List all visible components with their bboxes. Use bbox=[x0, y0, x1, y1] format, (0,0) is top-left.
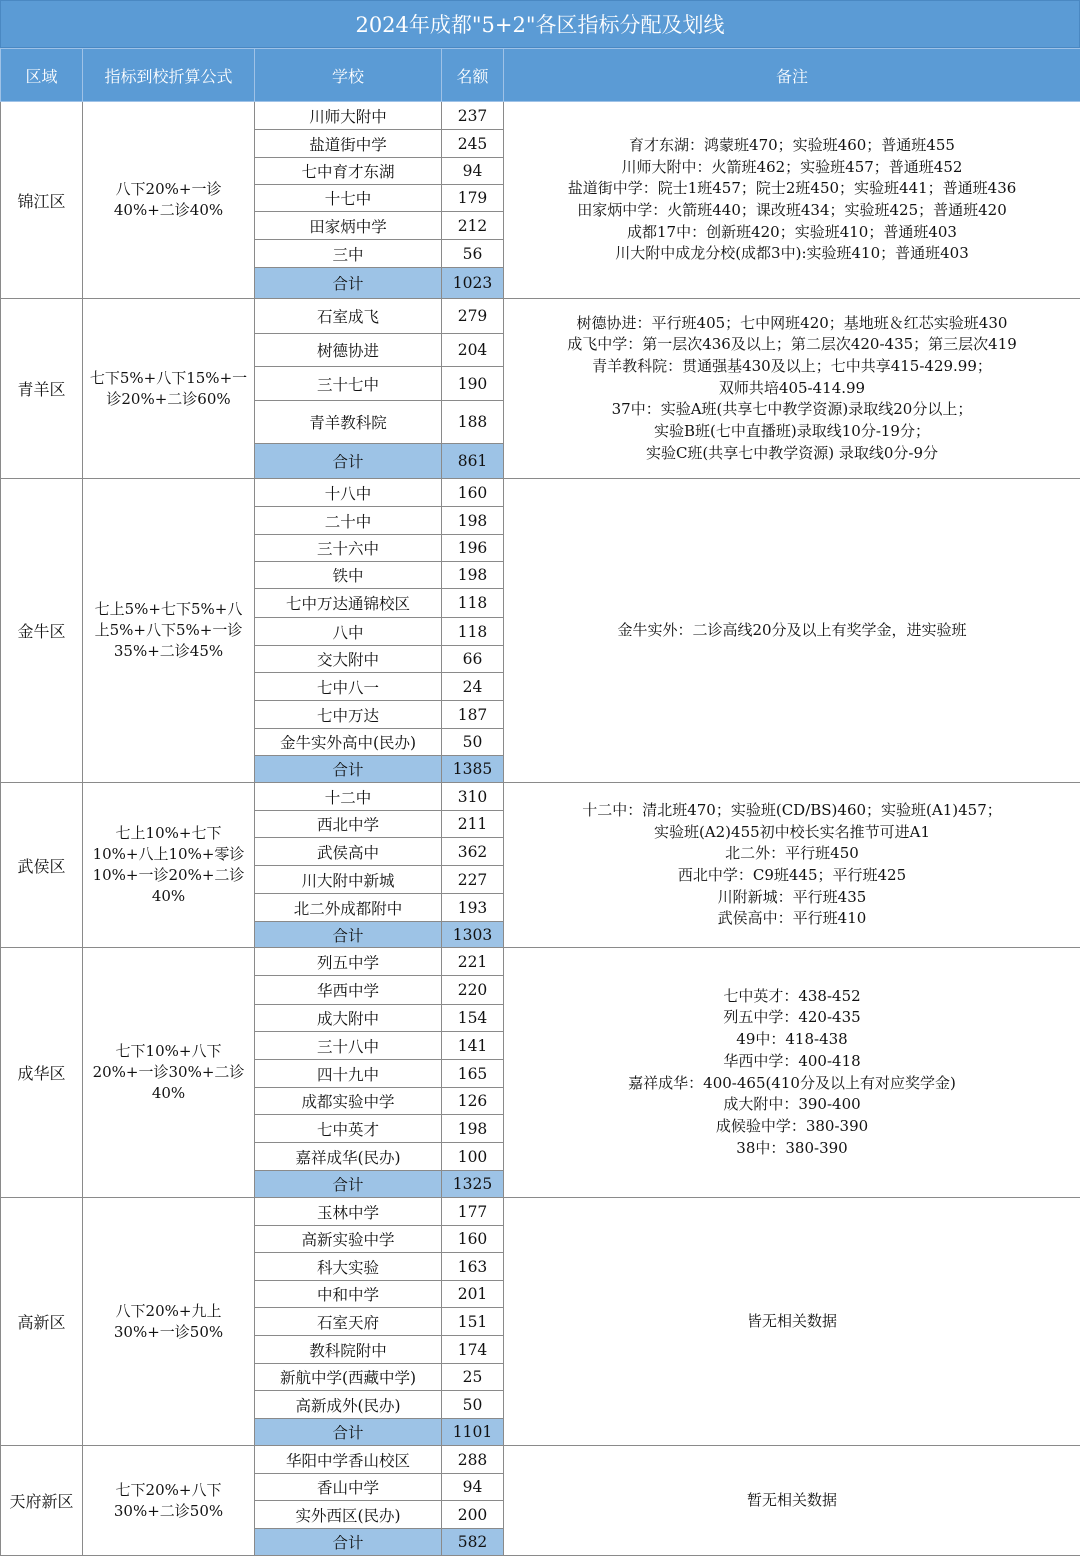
school-name: 中和中学 bbox=[255, 1281, 442, 1308]
school-name: 科大实验 bbox=[255, 1253, 442, 1281]
region-cell: 武侯区 bbox=[1, 783, 83, 948]
region-cell: 金牛区 bbox=[1, 479, 83, 783]
note-line: 49中：418-438 bbox=[736, 1030, 848, 1049]
total-quota: 1023 bbox=[442, 268, 504, 299]
total-quota: 1101 bbox=[442, 1419, 504, 1446]
school-name: 七中育才东湖 bbox=[255, 158, 442, 185]
school-name: 田家炳中学 bbox=[255, 212, 442, 240]
note-line: 西北中学：C9班445；平行班425 bbox=[677, 866, 907, 884]
note-line: 川附新城：平行班435 bbox=[717, 887, 867, 906]
note-line: 盐道街中学：院士1班457；院士2班450；实验班441；普通班436 bbox=[567, 179, 1017, 198]
total-quota: 582 bbox=[442, 1529, 504, 1556]
note-line: 实验B班(七中直播班)录取线10分-19分； bbox=[654, 422, 930, 441]
school-name: 树德协进 bbox=[255, 334, 442, 367]
school-quota: 279 bbox=[442, 299, 504, 334]
school-quota: 160 bbox=[442, 479, 504, 507]
school-name: 四十九中 bbox=[255, 1060, 442, 1088]
school-name: 八中 bbox=[255, 618, 442, 646]
school-quota: 201 bbox=[442, 1281, 504, 1308]
school-name: 青羊教科院 bbox=[255, 401, 442, 444]
school-quota: 100 bbox=[442, 1143, 504, 1171]
formula-cell: 七下20%+八下30%+二诊50% bbox=[83, 1446, 255, 1556]
note-line: 北二外：平行班450 bbox=[725, 844, 859, 863]
formula-cell: 八下20%+一诊40%+二诊40% bbox=[83, 102, 255, 299]
school-quota: 174 bbox=[442, 1336, 504, 1364]
school-quota: 25 bbox=[442, 1364, 504, 1391]
note-line: 青羊教科院：贯通强基430及以上；七中共享415-429.99； bbox=[592, 356, 992, 375]
table-row bbox=[1, 783, 1080, 811]
school-quota: 94 bbox=[442, 1474, 504, 1501]
total-label: 合计 bbox=[255, 444, 442, 479]
header-row bbox=[1, 49, 1080, 102]
note-cell bbox=[504, 1446, 1080, 1556]
note-line: 皆无相关数据 bbox=[746, 1311, 837, 1330]
school-quota: 118 bbox=[442, 618, 504, 646]
school-quota: 200 bbox=[442, 1501, 504, 1529]
school-quota: 160 bbox=[442, 1226, 504, 1253]
region-cell: 天府新区 bbox=[1, 1446, 83, 1556]
school-quota: 211 bbox=[442, 811, 504, 838]
school-name: 三十七中 bbox=[255, 367, 442, 401]
school-name: 川师大附中 bbox=[255, 102, 442, 130]
school-name: 十二中 bbox=[255, 783, 442, 811]
school-name: 盐道街中学 bbox=[255, 130, 442, 158]
school-name: 川大附中新城 bbox=[255, 866, 442, 894]
school-quota: 179 bbox=[442, 185, 504, 212]
note-cell bbox=[504, 102, 1080, 299]
table-row bbox=[1, 1198, 1080, 1226]
school-name: 华阳中学香山校区 bbox=[255, 1446, 442, 1474]
school-name: 成都实验中学 bbox=[255, 1088, 442, 1115]
school-quota: 66 bbox=[442, 646, 504, 673]
school-quota: 288 bbox=[442, 1446, 504, 1474]
school-quota: 237 bbox=[442, 102, 504, 130]
school-name: 七中八一 bbox=[255, 673, 442, 701]
school-name: 石室成飞 bbox=[255, 299, 442, 334]
school-name: 二十中 bbox=[255, 507, 442, 535]
formula-cell: 七下10%+八下20%+一诊30%+二诊40% bbox=[83, 948, 255, 1198]
formula-cell: 七上10%+七下10%+八上10%+零诊10%+一诊20%+二诊40% bbox=[83, 783, 255, 948]
school-quota: 227 bbox=[442, 866, 504, 894]
school-name: 北二外成都附中 bbox=[255, 894, 442, 922]
note-line: 38中：380-390 bbox=[736, 1138, 848, 1157]
school-name: 武侯高中 bbox=[255, 838, 442, 866]
school-quota: 196 bbox=[442, 535, 504, 562]
note-line: 田家炳中学：火箭班440；课改班434；实验班425；普通班420 bbox=[577, 201, 1007, 219]
school-name: 新航中学(西藏中学) bbox=[255, 1364, 442, 1391]
school-quota: 310 bbox=[442, 783, 504, 811]
header-formula: 指标到校折算公式 bbox=[83, 49, 255, 102]
note-cell bbox=[504, 948, 1080, 1198]
note-line: 川大附中成龙分校(成都3中):实验班410；普通班403 bbox=[615, 244, 969, 263]
total-label: 合计 bbox=[255, 1419, 442, 1446]
total-label: 合计 bbox=[255, 1529, 442, 1556]
school-quota: 126 bbox=[442, 1088, 504, 1115]
total-label: 合计 bbox=[255, 922, 442, 948]
note-line: 金牛实外：二诊高线20分及以上有奖学金，进实验班 bbox=[617, 620, 967, 639]
note-line: 37中：实验A班(共享七中教学资源)录取线20分以上； bbox=[611, 400, 973, 419]
note-line: 实验C班(共享七中教学资源) 录取线0分-9分 bbox=[645, 443, 939, 462]
header-region: 区域 bbox=[1, 49, 83, 102]
school-quota: 50 bbox=[442, 1391, 504, 1419]
table-row bbox=[1, 102, 1080, 130]
school-quota: 221 bbox=[442, 948, 504, 976]
school-quota: 362 bbox=[442, 838, 504, 866]
total-quota: 861 bbox=[442, 444, 504, 479]
note-line: 十二中：清北班470；实验班(CD/BS)460；实验班(A1)457； bbox=[582, 800, 1002, 819]
note-line: 嘉祥成华：400-465(410分及以上有对应奖学金) bbox=[628, 1073, 956, 1092]
note-line: 育才东湖：鸿蒙班470；实验班460；普通班455 bbox=[629, 135, 955, 154]
school-name: 嘉祥成华(民办) bbox=[255, 1143, 442, 1171]
region-cell: 成华区 bbox=[1, 948, 83, 1198]
note-line: 树德协进：平行班405；七中网班420；基地班＆红芯实验班430 bbox=[576, 313, 1008, 332]
region-cell: 青羊区 bbox=[1, 299, 83, 479]
school-quota: 141 bbox=[442, 1032, 504, 1060]
note-line: 川师大附中：火箭班462；实验班457；普通班452 bbox=[621, 157, 963, 176]
total-quota: 1385 bbox=[442, 756, 504, 783]
school-name: 高新成外(民办) bbox=[255, 1391, 442, 1419]
total-quota: 1303 bbox=[442, 922, 504, 948]
table-row bbox=[1, 299, 1080, 334]
school-quota: 56 bbox=[442, 240, 504, 268]
note-cell bbox=[504, 479, 1080, 783]
school-quota: 198 bbox=[442, 1115, 504, 1143]
formula-cell: 七上5%+七下5%+八上5%+八下5%+一诊35%+二诊45% bbox=[83, 479, 255, 783]
school-name: 三十六中 bbox=[255, 535, 442, 562]
school-name: 三中 bbox=[255, 240, 442, 268]
table-title: 2024年成都"5+2"各区指标分配及划线 bbox=[0, 0, 1080, 48]
school-quota: 50 bbox=[442, 729, 504, 756]
school-name: 华西中学 bbox=[255, 976, 442, 1005]
school-quota: 204 bbox=[442, 334, 504, 367]
school-name: 铁中 bbox=[255, 562, 442, 589]
school-name: 香山中学 bbox=[255, 1474, 442, 1501]
total-label: 合计 bbox=[255, 756, 442, 783]
school-quota: 24 bbox=[442, 673, 504, 701]
school-name: 七中万达 bbox=[255, 701, 442, 729]
school-name: 成大附中 bbox=[255, 1005, 442, 1032]
note-line: 成候验中学：380-390 bbox=[715, 1116, 869, 1135]
school-name: 西北中学 bbox=[255, 811, 442, 838]
school-quota: 198 bbox=[442, 562, 504, 589]
table-body bbox=[1, 102, 1080, 1556]
region-cell: 高新区 bbox=[1, 1198, 83, 1446]
note-line: 华西中学：400-418 bbox=[723, 1051, 861, 1070]
note-line: 成大附中：390-400 bbox=[723, 1095, 861, 1114]
formula-cell: 八下20%+九上30%+一诊50% bbox=[83, 1198, 255, 1446]
total-label: 合计 bbox=[255, 1171, 442, 1198]
school-quota: 187 bbox=[442, 701, 504, 729]
note-line: 双师共培405-414.99 bbox=[718, 378, 866, 397]
school-quota: 198 bbox=[442, 507, 504, 535]
school-name: 列五中学 bbox=[255, 948, 442, 976]
header-school: 学校 bbox=[255, 49, 442, 102]
school-name: 七中英才 bbox=[255, 1115, 442, 1143]
school-quota: 245 bbox=[442, 130, 504, 158]
table-row bbox=[1, 948, 1080, 976]
total-quota: 1325 bbox=[442, 1171, 504, 1198]
school-name: 玉林中学 bbox=[255, 1198, 442, 1226]
school-quota: 94 bbox=[442, 158, 504, 185]
total-label: 合计 bbox=[255, 268, 442, 299]
quota-table bbox=[0, 48, 1080, 1556]
school-quota: 188 bbox=[442, 401, 504, 444]
school-quota: 212 bbox=[442, 212, 504, 240]
school-name: 七中万达通锦校区 bbox=[255, 589, 442, 618]
school-name: 十八中 bbox=[255, 479, 442, 507]
school-quota: 190 bbox=[442, 367, 504, 401]
school-quota: 151 bbox=[442, 1308, 504, 1336]
school-name: 交大附中 bbox=[255, 646, 442, 673]
school-quota: 220 bbox=[442, 976, 504, 1005]
header-quota: 名额 bbox=[442, 49, 504, 102]
formula-cell: 七下5%+八下15%+一诊20%+二诊60% bbox=[83, 299, 255, 479]
school-name: 实外西区(民办) bbox=[255, 1501, 442, 1529]
note-line: 列五中学：420-435 bbox=[723, 1008, 861, 1027]
school-quota: 118 bbox=[442, 589, 504, 618]
school-name: 十七中 bbox=[255, 185, 442, 212]
region-cell: 锦江区 bbox=[1, 102, 83, 299]
note-cell bbox=[504, 299, 1080, 479]
note-line: 实验班(A2)455初中校长实名推节可进A1 bbox=[653, 822, 931, 841]
school-quota: 193 bbox=[442, 894, 504, 922]
school-quota: 154 bbox=[442, 1005, 504, 1032]
school-name: 石室天府 bbox=[255, 1308, 442, 1336]
school-name: 金牛实外高中(民办) bbox=[255, 729, 442, 756]
note-line: 成飞中学：第一层次436及以上；第二层次420-435；第三层次419 bbox=[567, 335, 1017, 354]
note-line: 七中英才：438-452 bbox=[723, 986, 861, 1005]
school-name: 三十八中 bbox=[255, 1032, 442, 1060]
note-line: 暂无相关数据 bbox=[746, 1490, 837, 1509]
note-line: 成都17中：创新班420；实验班410；普通班403 bbox=[627, 222, 957, 241]
school-quota: 177 bbox=[442, 1198, 504, 1226]
table-row bbox=[1, 1446, 1080, 1474]
school-quota: 165 bbox=[442, 1060, 504, 1088]
note-line: 武侯高中：平行班410 bbox=[717, 909, 867, 928]
school-name: 高新实验中学 bbox=[255, 1226, 442, 1253]
school-quota: 163 bbox=[442, 1253, 504, 1281]
header-note: 备注 bbox=[504, 49, 1080, 102]
note-cell bbox=[504, 783, 1080, 948]
note-cell bbox=[504, 1198, 1080, 1446]
table-row bbox=[1, 479, 1080, 507]
school-name: 教科院附中 bbox=[255, 1336, 442, 1364]
